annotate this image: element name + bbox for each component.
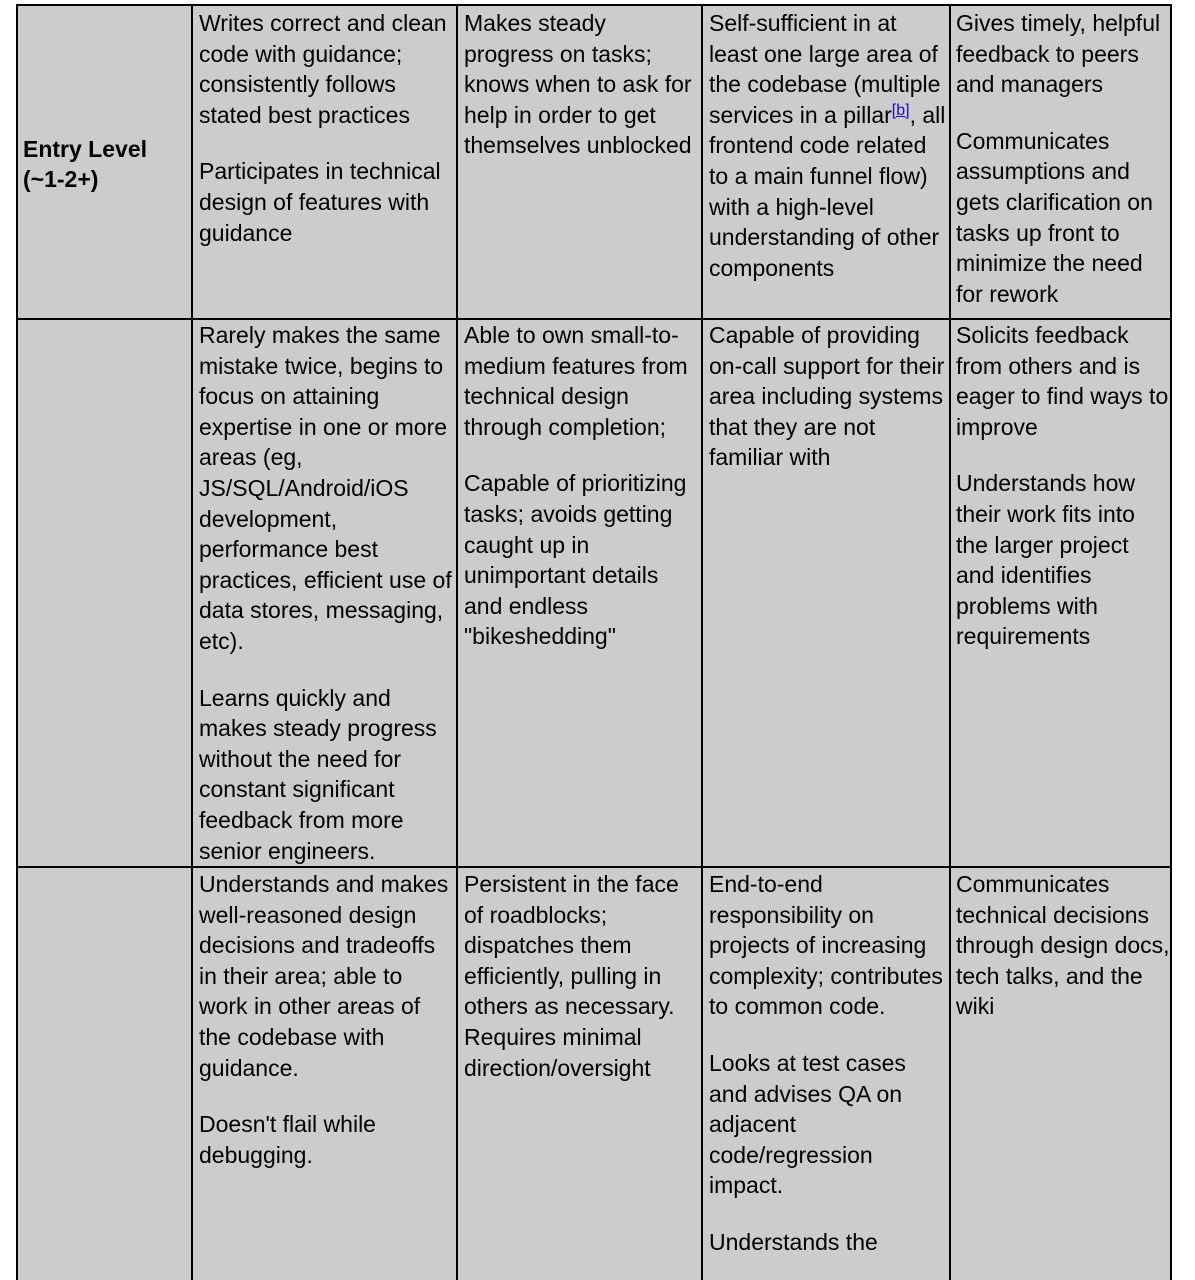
cell-text: Understands and makes well-reasoned design decisions and tradeoffs in their area; able to work in other areas of the codebase with guidance. — [199, 871, 449, 1081]
table-cell — [199, 8, 455, 248]
cell-text: Understands how their work fits into the larger project and identifies problems with requirements — [956, 470, 1135, 650]
career-ladder-table — [16, 4, 1172, 1280]
cell-text: Solicits feedback from others and is eager to find ways to improve — [956, 322, 1169, 440]
level-label-entry — [23, 134, 147, 194]
footnote-link[interactable]: [b] — [891, 101, 910, 119]
cell-text: Gives timely, helpful feedback to peers and managers — [956, 10, 1161, 98]
table-cell — [464, 8, 700, 161]
cell-text: Makes steady progress on tasks; knows when to ask for help in order to get themselves unblocked — [464, 10, 692, 159]
cell-text: Capable of prioritizing tasks; avoids getting caught up in unimportant details and endless "bikeshedding" — [464, 470, 687, 650]
level-title: Entry Level — [23, 136, 147, 162]
table-border-right — [1170, 4, 1172, 1280]
cell-text: Doesn't flail while debugging. — [199, 1111, 376, 1168]
cell-text: Persistent in the face of roadblocks; dispatches them efficiently, pulling in others as necessary. Requires minimal direction/oversight — [464, 871, 679, 1081]
cell-text: Able to own small-to-medium features from technical design through completion; — [464, 322, 688, 440]
cell-text: Communicates technical decisions through design docs, tech talks, and the wiki — [956, 871, 1170, 1020]
table-cell — [199, 320, 455, 866]
cell-text: End-to-end responsibility on projects of increasing complexity; contributes to common code. — [709, 871, 943, 1020]
column-divider — [701, 4, 703, 1280]
level-years: (~1-2+) — [23, 166, 99, 192]
column-divider — [191, 4, 193, 1280]
table-cell — [199, 869, 455, 1170]
table-cell — [709, 8, 949, 283]
table-border-top — [16, 4, 1172, 6]
column-divider — [949, 4, 951, 1280]
cell-text: Writes correct and clean code with guidance; consistently follows stated best practices — [199, 10, 447, 128]
table-border-left — [16, 4, 18, 1280]
cell-text: Learns quickly and makes steady progress without the need for constant significant feedback from more senior engineers. — [199, 684, 437, 864]
row-divider — [16, 866, 1172, 868]
table-cell — [956, 8, 1170, 309]
cell-text: Capable of providing on-call support for their area including systems that they are not familiar with — [709, 322, 945, 471]
column-divider — [456, 4, 458, 1280]
cell-text: Rarely makes the same mistake twice, begins to focus on attaining expertise in one or more areas (eg, JS/SQL/Android/iOS development, performance best practices, efficient use of data stores, messaging, etc). — [199, 322, 452, 654]
cell-text-part: , all frontend code related to a main funnel flow) with a high-level understanding of other components — [709, 101, 946, 281]
cell-text: Communicates assumptions and gets clarification on tasks up front to minimize the need for rework — [956, 127, 1153, 307]
cell-text: Participates in technical design of features with guidance — [199, 158, 441, 246]
cell-text: Understands the — [709, 1228, 878, 1255]
table-cell — [464, 320, 700, 652]
table-cell — [464, 869, 700, 1083]
table-cell — [709, 320, 949, 473]
cell-text — [709, 8, 949, 283]
cell-text-part: Self-sufficient in at least one large area of the codebase (multiple services in a pillar — [709, 10, 941, 128]
table-cell — [956, 869, 1170, 1022]
table-cell — [709, 869, 949, 1258]
cell-text: Looks at test cases and advises QA on adjacent code/regression impact. — [709, 1049, 906, 1199]
table-cell — [956, 320, 1170, 652]
